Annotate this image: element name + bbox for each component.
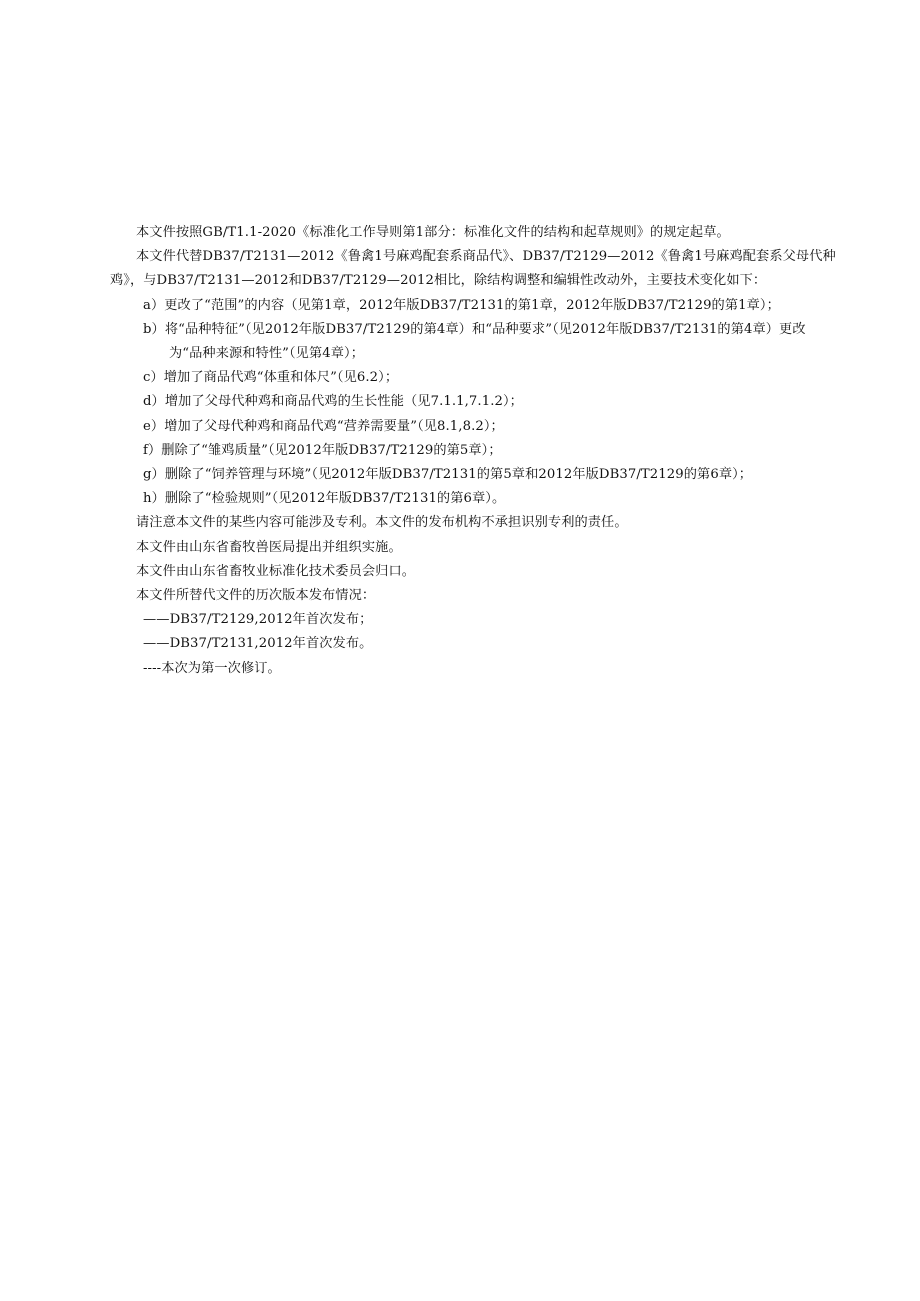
- change-item: f）删除了“雏鸡质量”（见2012年版DB37/T2129的第5章）；: [143, 442, 502, 458]
- replacement-paragraph: 本文件代替DB37/T2131—2012《鲁禽1号麻鸡配套系商品代》、DB37/T2129—2012《鲁禽1号麻鸡配套系父母代种鸡》，与DB37/T2131—2012和DB37/T2129—2012相比，除结构调整和编辑性改动外，主要技术变化如下：: [110, 249, 836, 289]
- change-item: e）增加了父母代种鸡和商品代鸡“营养需要量”（见8.1,8.2）；: [143, 418, 504, 434]
- proposer-paragraph: 本文件由山东省畜牧兽医局提出并组织实施。: [136, 539, 402, 555]
- history-item: ——DB37/T2129,2012年首次发布；: [143, 612, 373, 628]
- change-item: b）将“品种特征”（见2012年版DB37/T2129的第4章）和“品种要求”（见2012年版DB37/T2131的第4章）更改为“品种来源和特性”（见第4章）；: [143, 321, 806, 362]
- change-item: c）增加了商品代鸡“体重和体尺”（见6.2）；: [143, 370, 399, 386]
- committee-paragraph: 本文件由山东省畜牧业标准化技术委员会归口。: [136, 563, 416, 579]
- document-body: [110, 221, 838, 681]
- history-heading: 本文件所替代文件的历次版本发布情况：: [136, 588, 376, 604]
- change-item: h）删除了“检验规则”（见2012年版DB37/T2131的第6章）。: [143, 491, 506, 507]
- history-item: ----本次为第一次修订。: [143, 660, 281, 676]
- change-item: d）增加了父母代种鸡和商品代鸡的生长性能（见7.1.1,7.1.2）；: [143, 394, 523, 410]
- drafting-basis-paragraph: 本文件按照GB/T1.1-2020《标准化工作导则第1部分：标准化文件的结构和起草规则》的规定起草。: [136, 225, 730, 240]
- change-item: a）更改了“范围”的内容（见第1章，2012年版DB37/T2131的第1章，2012年版DB37/T2129的第1章）；: [143, 297, 780, 313]
- history-item: ——DB37/T2131,2012年首次发布。: [143, 636, 373, 652]
- patent-notice: 请注意本文件的某些内容可能涉及专利。本文件的发布机构不承担识别专利的责任。: [136, 515, 628, 531]
- change-item: g）删除了“饲养管理与环境”（见2012年版DB37/T2131的第5章和2012年版DB37/T2129的第6章）；: [143, 467, 753, 483]
